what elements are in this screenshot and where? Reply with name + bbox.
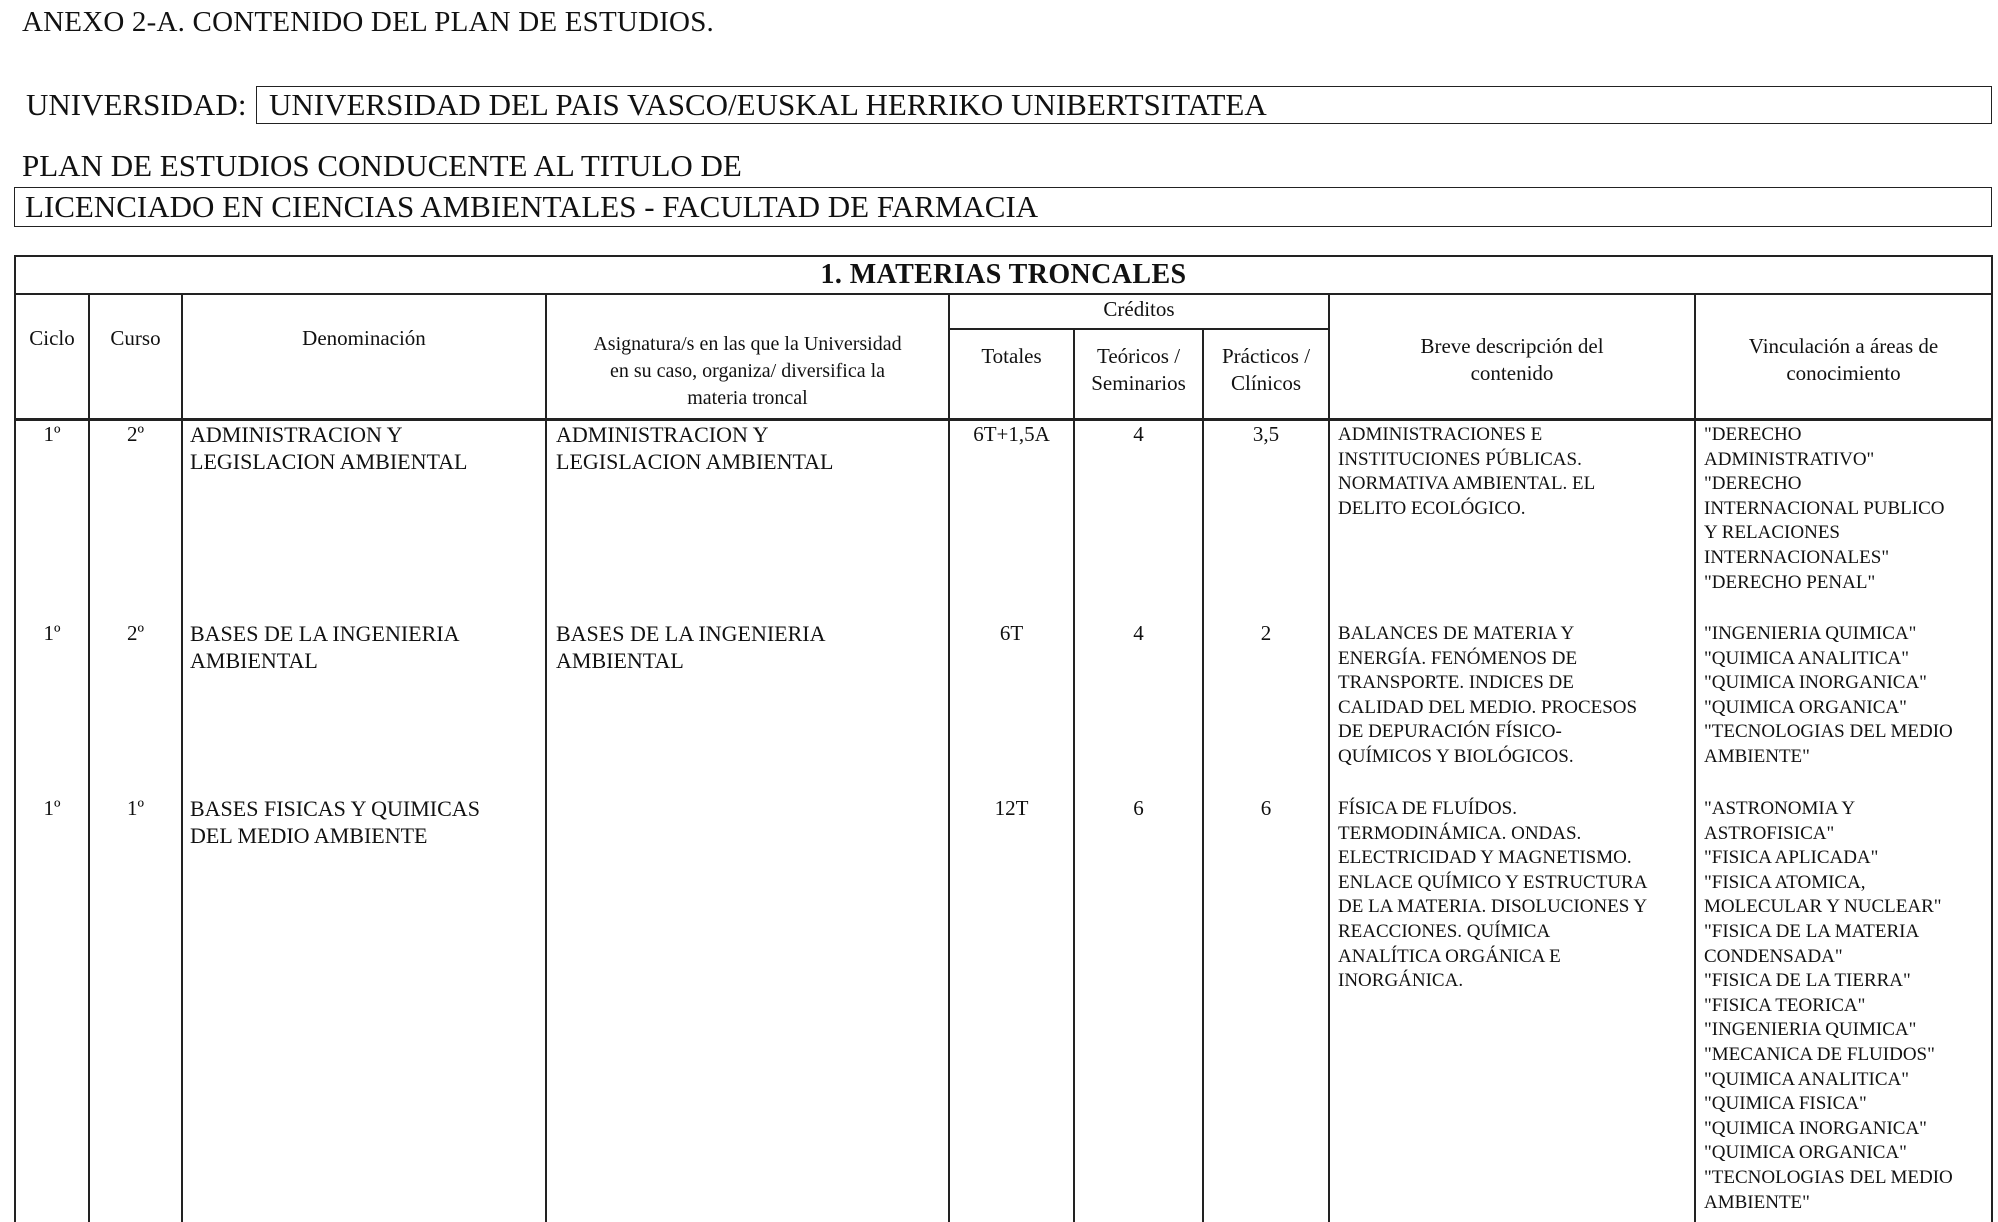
row2-teoricos: 4 [1133, 621, 1144, 645]
header-asignaturas: Asignatura/s en las que la Universidad en su caso, organiza/ diversifica la materia troncal [593, 333, 902, 409]
annex-title: ANEXO 2-A. CONTENIDO DEL PLAN DE ESTUDIOS. [22, 6, 714, 38]
col-rule-denominacion [545, 293, 547, 1222]
header-descripcion: Breve descripción del contenido [1420, 334, 1604, 385]
header-vinculacion: Vinculación a áreas de conocimiento [1748, 334, 1939, 385]
plan-title: PLAN DE ESTUDIOS CONDUCENTE AL TITULO DE [22, 148, 742, 183]
header-ciclo: Ciclo [29, 326, 75, 350]
row1-teoricos: 4 [1133, 422, 1144, 446]
university-row [22, 86, 1992, 128]
row2-denominacion: BASES DE LA INGENIERIA AMBIENTAL [190, 621, 460, 673]
header-denominacion: Denominación [302, 326, 426, 350]
row3-practicos: 6 [1260, 796, 1272, 820]
row2-totales: 6T [999, 621, 1024, 645]
university-value-box: UNIVERSIDAD DEL PAIS VASCO/EUSKAL HERRIKO UNIBERTSITATEA [256, 86, 1992, 124]
row1-practicos: 3,5 [1252, 422, 1280, 446]
row3-ciclo: 1º [43, 796, 61, 820]
degree-box: LICENCIADO EN CIENCIAS AMBIENTALES - FACULTAD DE FARMACIA [14, 187, 1992, 227]
row1-ciclo: 1º [43, 422, 61, 446]
row1-areas: "DERECHO ADMINISTRATIVO" "DERECHO INTERNACIONAL PUBLICO Y RELACIONES INTERNACIONALES" "DERECHO PENAL" [1704, 424, 1945, 593]
header-curso: Curso [110, 326, 161, 350]
row3-areas: "ASTRONOMIA Y ASTROFISICA" "FISICA APLICADA" "FISICA ATOMICA, MOLECULAR Y NUCLEAR" "FISICA DE LA MATERIA CONDENSADA" "FISICA DE LA TIERRA" "FISICA TEORICA" "INGENIERIA QUIMICA" "MECANICA DE FLUIDOS" "QUIMICA ANALITICA" "QUIMICA FISICA" "QUIMICA INORGANICA" "QUIMICA ORGANICA" "TECNOLOGIAS DEL MEDIO AMBIENTE" [1704, 798, 1953, 1213]
row3-teoricos: 6 [1133, 796, 1144, 820]
row1-totales: 6T+1,5A [973, 422, 1050, 446]
row1-curso: 2º [126, 422, 144, 446]
header-creditos: Créditos [1103, 297, 1175, 321]
university-label: UNIVERSIDAD: [26, 87, 247, 122]
col-rule-teoricos [1202, 329, 1204, 1222]
col-rule-practicos [1328, 293, 1330, 1222]
row2-asignatura: BASES DE LA INGENIERIA AMBIENTAL [556, 621, 826, 673]
section-title: 1. MATERIAS TRONCALES [820, 259, 1187, 290]
row3-descripcion: FÍSICA DE FLUÍDOS. TERMODINÁMICA. ONDAS. ELECTRICIDAD Y MAGNETISMO. ENLACE QUÍMICO Y ESTRUCTURA DE LA MATERIA. DISOLUCIONES Y REACCIONES. QUÍMICA ANALÍTICA ORGÁNICA E INORGÁNICA. [1338, 798, 1648, 992]
row3-denominacion: BASES FISICAS Y QUIMICAS DEL MEDIO AMBIENTE [190, 796, 480, 848]
header-practicos: Prácticos / Clínicos [1221, 344, 1311, 395]
creditos-rule [950, 328, 1330, 330]
row2-descripcion: BALANCES DE MATERIA Y ENERGÍA. FENÓMENOS DE TRANSPORTE. INDICES DE CALIDAD DEL MEDIO. PROCESOS DE DEPURACIÓN FÍSICO- QUÍMICOS Y BIOLÓGICOS. [1338, 623, 1638, 767]
row2-areas: "INGENIERIA QUIMICA" "QUIMICA ANALITICA" "QUIMICA INORGANICA" "QUIMICA ORGANICA" "TECNOLOGIAS DEL MEDIO AMBIENTE" [1704, 623, 1953, 767]
row2-ciclo: 1º [43, 621, 61, 645]
row1-descripcion: ADMINISTRACIONES E INSTITUCIONES PÚBLICAS. NORMATIVA AMBIENTAL. EL DELITO ECOLÓGICO. [1338, 424, 1596, 519]
col-rule-totales [1073, 329, 1075, 1222]
row2-practicos: 2 [1260, 621, 1272, 645]
header-teoricos: Teóricos / Seminarios [1091, 344, 1186, 395]
row3-totales: 12T [994, 796, 1029, 820]
col-rule-descripcion [1694, 293, 1696, 1222]
col-rule-curso [181, 293, 183, 1222]
row1-asignatura: ADMINISTRACION Y LEGISLACION AMBIENTAL [556, 422, 834, 474]
row1-denominacion: ADMINISTRACION Y LEGISLACION AMBIENTAL [190, 422, 468, 474]
row2-curso: 2º [126, 621, 144, 645]
row3-curso: 1º [126, 796, 144, 820]
materias-troncales-table [14, 255, 1993, 1222]
header-totales: Totales [981, 344, 1042, 368]
